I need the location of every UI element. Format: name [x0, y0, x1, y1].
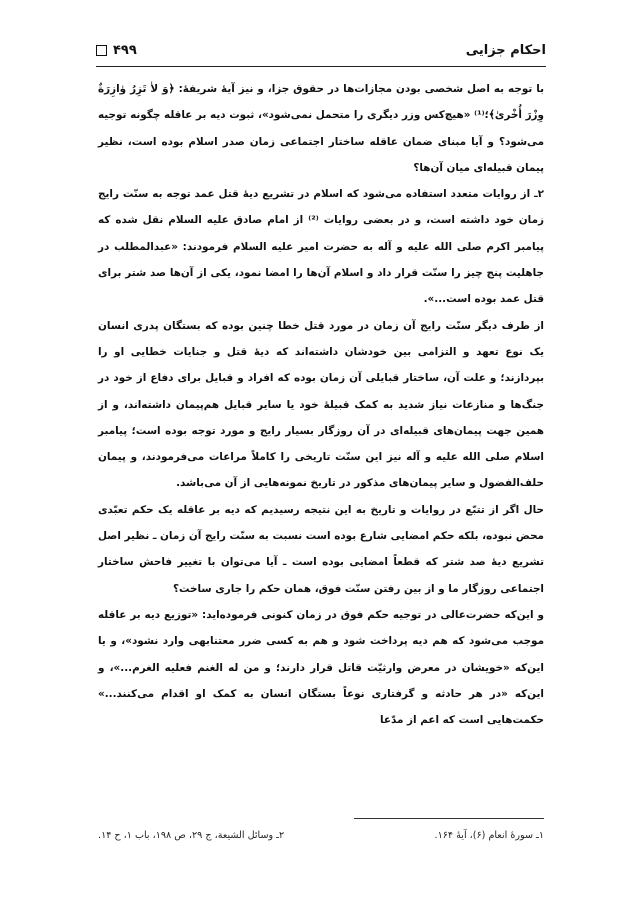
running-title: احکام جزایی	[465, 42, 546, 58]
paragraph-intro: با توجه به اصل شخصی بودن مجازات‌ها در حقوق جزا، و نیز آیهٔ شریفهٔ: ﴿وَ لاٰ تَزِرُ وٰازِرَةٌ وِزْرَ أُخْرىٰ﴾؛⁽¹⁾ «هیچ‌کس وزر دیگری را متحمل نمی‌شود»، ثبوت دیه بر عاقله چگونه توجیه می‌شود؟ و آیا مبنای ضمان عاقله ساختار اجتماعی زمان صدر اسلام بوده است، نظیر پیمان قبیله‌ای میان آن‌ها؟	[98, 83, 544, 174]
paragraph-tribal-custom: از طرف دیگر سنّت رایج آن زمان در مورد قتل خطا چنین بوده که بستگان پدری انسان یک نوع تعهد و التزامی بین خودشان داشته‌اند که دیهٔ قتل و جنایات خطایی او را بپردازند؛ و علت آن، ساختار قبایلی آن زمان بوده که افراد و قبایل برای دفاع از خود در جنگ‌ها و منازعات نیاز شدید به کمک قبیلهٔ خود یا سایر قبایل هم‌پیمان داشته‌اند، و از همین جهت پیمان‌های قبیله‌ای در آن روزگار بسیار رایج و مورد توجه بوده است؛ پیامبر اسلام صلی الله علیه و آله نیز این سنّت تاریخی را کاملاً مراعات می‌فرمودند، و پیمان حلف‌الفضول و سایر پیمان‌های مذکور در تاریخ نمونه‌هایی از آن می‌باشد.	[98, 319, 544, 490]
footnote-2: ۲ـ وسائل الشیعة، ج ۲۹، ص ۱۹۸، باب ۱، ح ۱۴.	[98, 830, 285, 841]
page-header	[96, 34, 546, 67]
paragraph-justification: و این‌که حضرت‌عالی در توجیه حکم فوق در زمان کنونی فرموده‌اید: «توزیع دیه بر عاقله موجب می‌شود که هم دیه پرداخت شود و هم به کسی ضرر معتنابهی وارد نشود»، و یا این‌که «خویشان در معرض وارثیّت قاتل قرار دارند؛ و من له الغنم فعلیه الغرم...»، و این‌که «در هر حادثه و گرفتاری نوعاً بستگان انسان به کمک او اقدام می‌کنند...» حکمت‌هایی است که اعم از مدّعا	[98, 608, 544, 727]
paragraph-question: حال اگر از تتبّع در روایات و تاریخ به این نتیجه رسیدیم که دیه بر عاقله یک حکم تعبّدی محض نبوده، بلکه حکم امضایی شارع بوده است نسبت به سنّت رایج آن زمان ـ نظیر اصل تشریع دیهٔ صد شتر که قطعاً امضایی بوده است ـ آیا می‌توان با تغییر فاحش ساختار اجتماعی روزگار ما و از بین رفتن سنّت فوق، همان حکم را جاری ساخت؟	[98, 503, 544, 595]
page-number: ۴۹۹	[113, 42, 137, 58]
paragraph-point-2: ۲ـ از روایات متعدد استفاده می‌شود که اسلام در تشریع دیهٔ قتل عمد توجه به سنّت رایج زمان خود داشته است، و در بعضی روایات ⁽²⁾ از امام صادق علیه السلام نقل شده که پیامبر اکرم صلی الله علیه و آله به حضرت امیر علیه السلام فرمودند: «عبدالمطلب در جاهلیت پنج چیز را سنّت قرار داد و اسلام آن‌ها را امضا نمود، یکی از آن‌ها صد شتر برای قتل عمد بوده است...».	[98, 188, 544, 306]
footnote-1: ۱ـ سورهٔ انعام (۶)، آیهٔ ۱۶۴.	[434, 830, 544, 841]
footnotes	[98, 830, 544, 841]
page-number-block	[96, 43, 137, 58]
body-text	[98, 76, 544, 733]
footnote-divider	[354, 818, 544, 819]
square-ornament-icon	[96, 45, 107, 56]
